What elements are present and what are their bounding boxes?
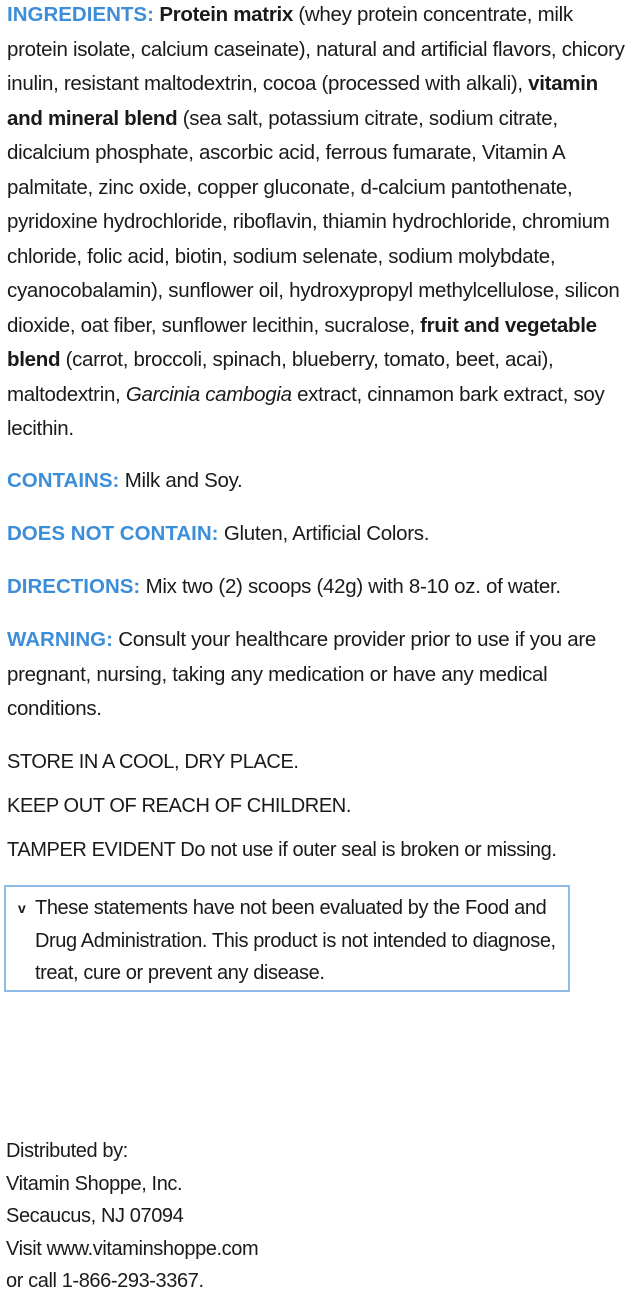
warning-text: Consult your healthcare provider prior to use if you are pregnant, nursing, taking any medication or have any medical conditions. [7, 628, 597, 720]
storage-instruction: STORE IN A COOL, DRY PLACE. [7, 751, 299, 773]
ingredients-heading: INGREDIENTS: [7, 3, 154, 26]
disclaimer-text: These statements have not been evaluated by the Food and Drug Administration. This product is not intended to diagnose, treat, cure or prevent any disease. [35, 897, 556, 984]
contains-statement [7, 464, 632, 499]
distributor-line: Distributed by: [6, 1140, 128, 1162]
ingredients-segment: (sea salt, potassium citrate, sodium citrate, dicalcium phosphate, ascorbic acid, ferrous fumarate, Vitamin A palmitate, zinc oxide, copper gluconate, d-calcium pantothenate, pyridoxine hydrochloride, riboflavin, thiamin hydrochloride, chromium chloride, folic acid, biotin, sodium selenate, sodium molybdate, cyanocobalamin), sunflower oil, hydroxypropyl methylcellulose, silicon dioxide, oat fiber, sunflower lecithin, sucralose, [7, 106, 620, 337]
directions-statement [7, 570, 632, 605]
warning-heading: WARNING: [7, 628, 113, 651]
ingredients-segment: Garcinia cambogia [125, 382, 292, 406]
distributor-line: Vitamin Shoppe, Inc. [6, 1172, 183, 1195]
children-warning: KEEP OUT OF REACH OF CHILDREN. [7, 795, 351, 817]
distributor-line: or call 1-866-293-3367. [6, 1270, 204, 1292]
tamper-evident-notice: TAMPER EVIDENT Do not use if outer seal is broken or missing. [7, 839, 557, 861]
distributor-line: Secaucus, NJ 07094 [6, 1205, 184, 1227]
fda-disclaimer-box [4, 885, 570, 992]
does-not-contain-statement [7, 517, 632, 552]
does-not-contain-heading: DOES NOT CONTAIN: [7, 522, 219, 545]
ingredients-segment: extract, cinnamon bark extract, soy lecithin. [7, 382, 605, 440]
disclaimer-mark: v [18, 900, 26, 916]
directions-heading: DIRECTIONS: [7, 575, 141, 598]
ingredients-segment: Protein matrix [159, 3, 293, 26]
warning-statement [7, 623, 632, 727]
ingredients-segment: vitamin and mineral blend [7, 72, 598, 130]
ingredients-segment: (carrot, broccoli, spinach, blueberry, tomato, beet, acai), maltodextrin, [7, 348, 554, 406]
ingredients-paragraph [7, 0, 632, 447]
distributor-info [6, 1135, 626, 1298]
ingredients-segment: fruit and vegetable blend [7, 313, 597, 371]
does-not-contain-text: Gluten, Artificial Colors. [218, 522, 430, 545]
ingredients-segment: (whey protein concentrate, milk protein isolate, calcium caseinate), natural and artificial flavors, chicory inulin, resistant maltodextrin, cocoa (processed with alkali), [7, 3, 625, 95]
directions-text: Mix two (2) scoops (42g) with 8-10 oz. of water. [140, 575, 561, 598]
contains-text: Milk and Soy. [119, 469, 243, 492]
distributor-line: Visit www.vitaminshoppe.com [6, 1237, 259, 1260]
contains-heading: CONTAINS: [7, 469, 120, 492]
